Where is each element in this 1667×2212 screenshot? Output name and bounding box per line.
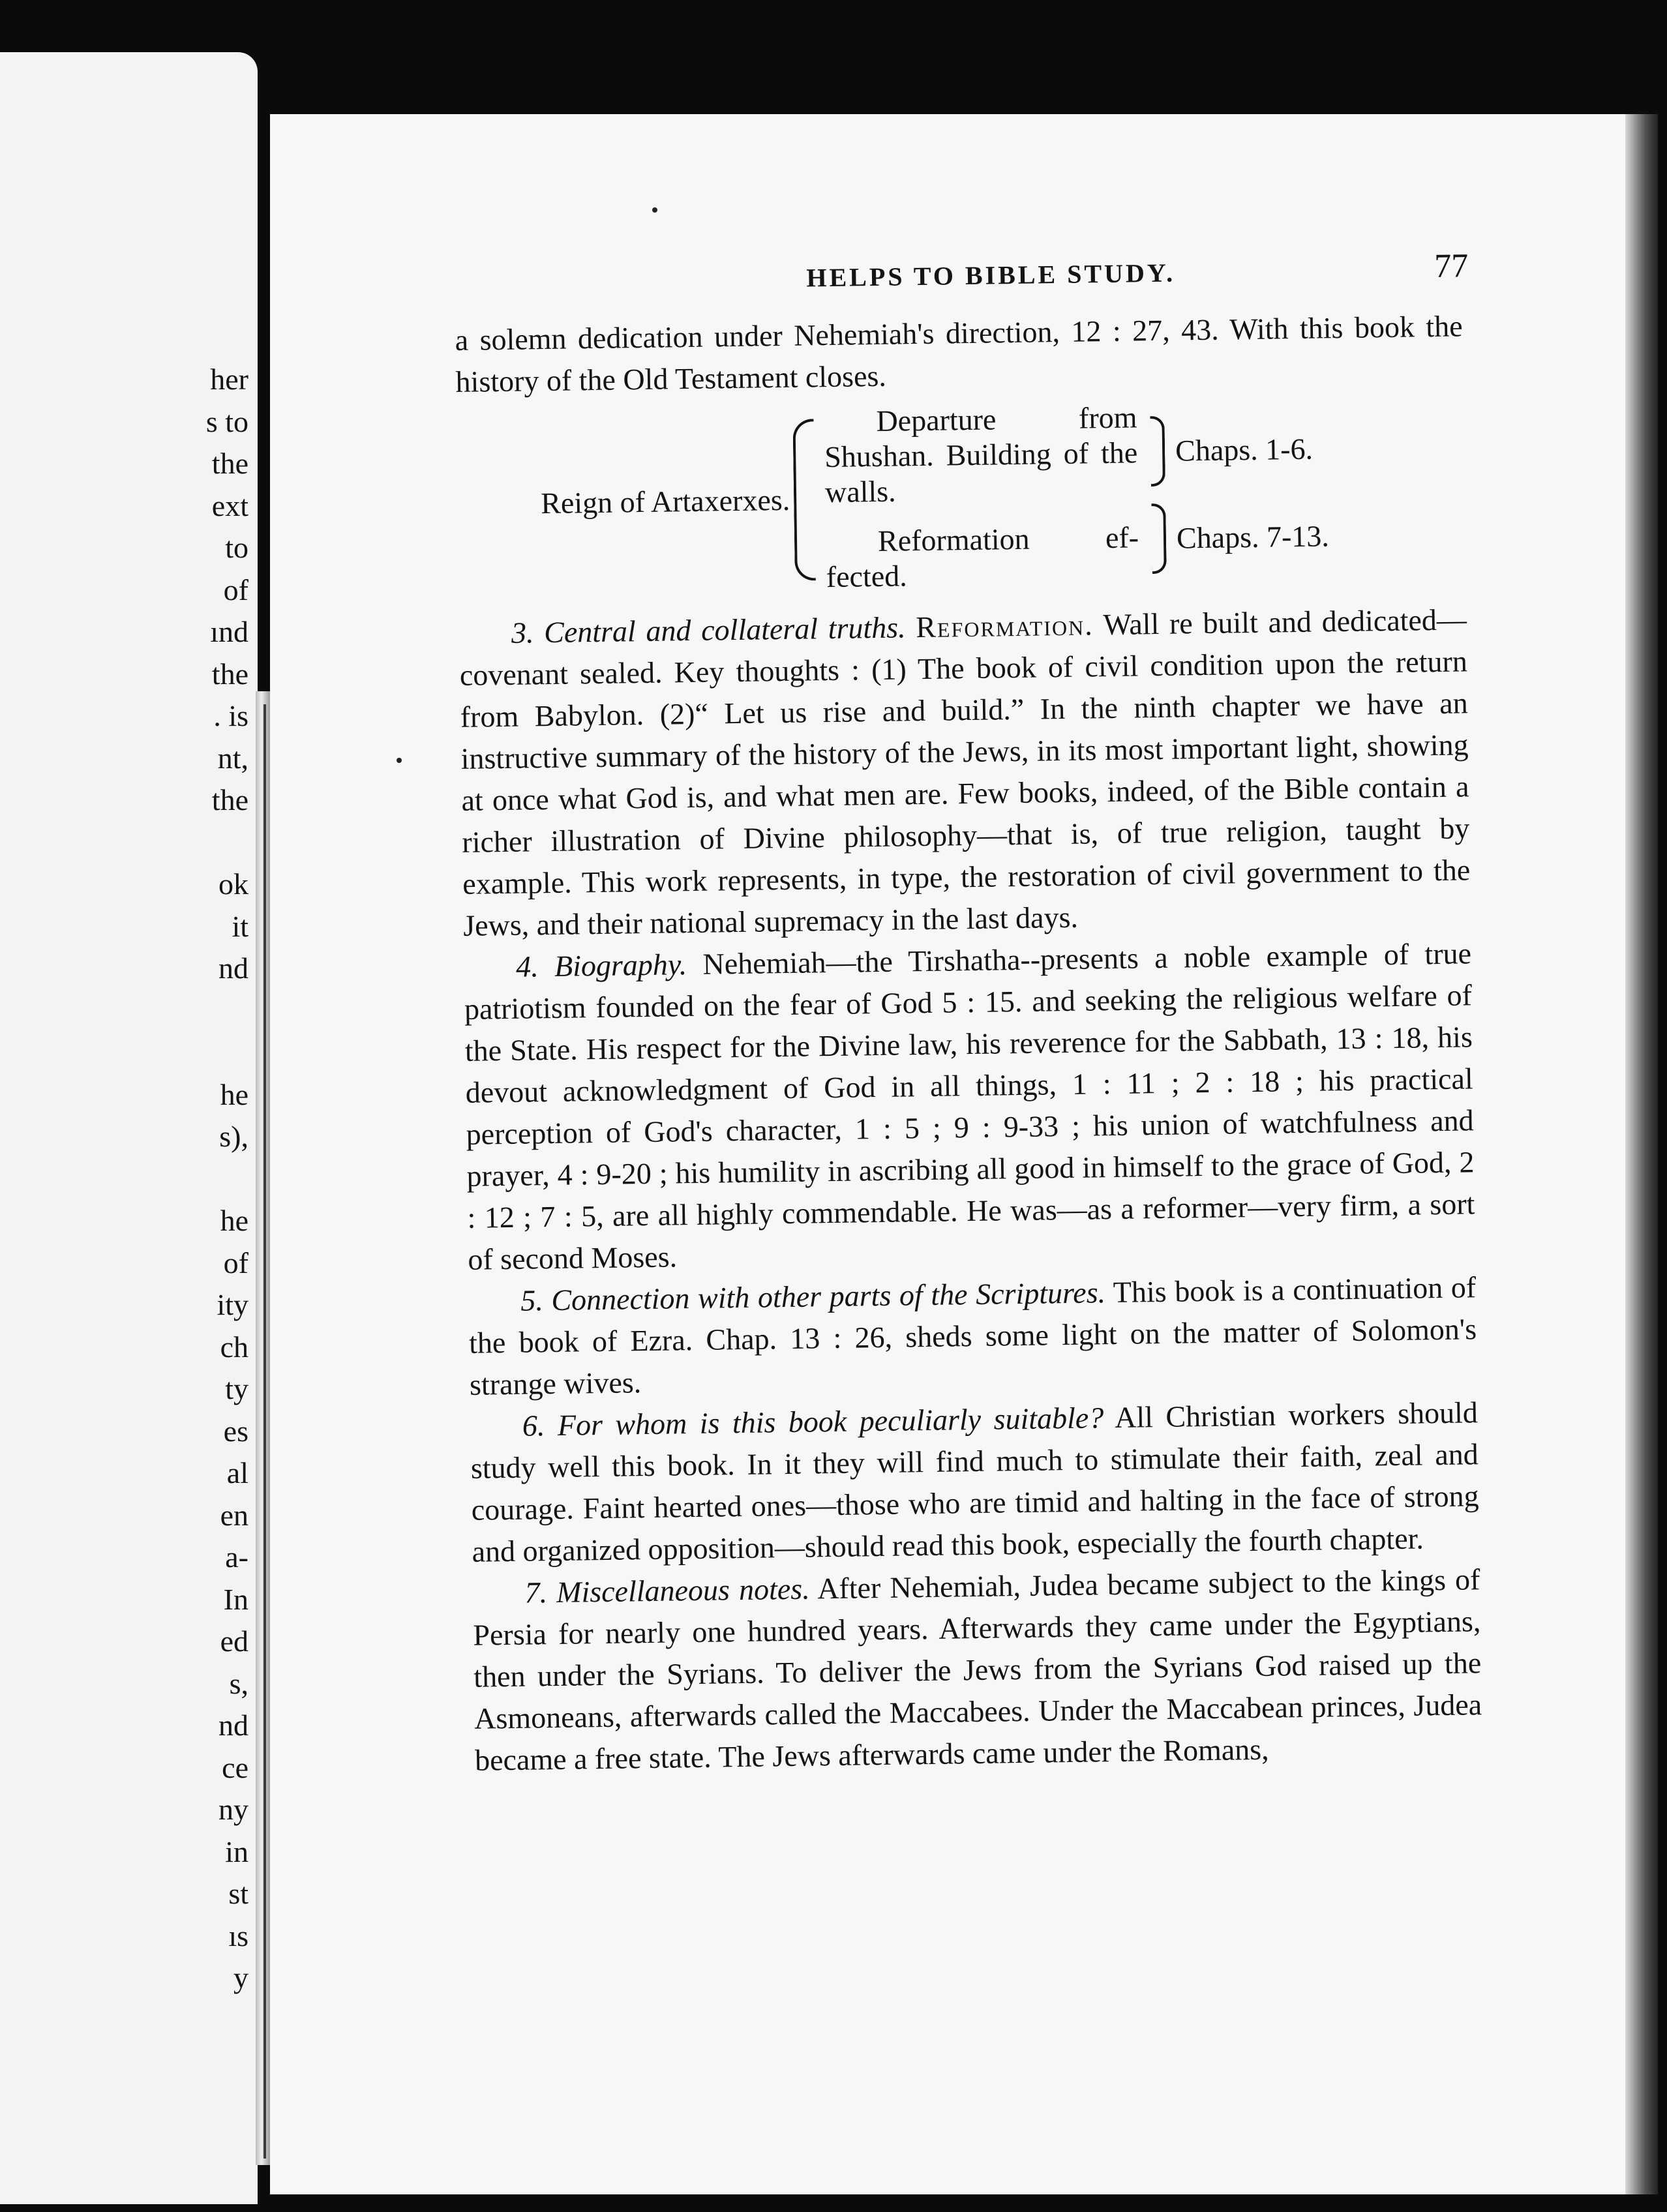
- left-fragment: In: [223, 1582, 248, 1616]
- page-text-block: [454, 247, 1482, 1781]
- left-fragment: st: [228, 1877, 248, 1910]
- section-heading: 3. Central and collateral truths.: [511, 610, 906, 650]
- outline-item-first-line: Departure from: [876, 400, 1137, 438]
- outline-ref-row: [1151, 501, 1329, 574]
- section-lead: Reformation.: [915, 608, 1094, 644]
- left-fragment: the: [211, 783, 248, 816]
- left-fragment: ext: [211, 488, 248, 522]
- outline-items: [824, 400, 1139, 595]
- section-body: All Christian workers should study well this book. In it they will find much to stimulate their faith, zeal and courage. Faint hearted ones—those who are timid and halting in the face of strong and organized opposition—should read this book, especially the fourth chapter.: [470, 1396, 1479, 1568]
- section-body: Wall re built and dedicated—covenant sealed. Key thoughts : (1) The book of civil condition upon the return from Babylon. (2)“ Let us rise and build.” In the ninth chapter we have an instructive summary of the history of the Jews, in its most important light, showing at once what God is, and what men are. Few books, indeed, of the Bible contain a richer illustration of Divine philosophy—that is, of true religion, taught by example. This work represents, in type, the restoration of civil government to the Jews, and their national supremacy in the last days.: [459, 603, 1471, 942]
- section-heading: 5. Connection with other parts of the Scriptures.: [520, 1276, 1106, 1317]
- left-fragment: the: [211, 657, 248, 691]
- opening-paragraph: a solemn dedication under Nehemiah's direction, 12 : 27, 43. With this book the history of the Old Testament closes.: [455, 309, 1463, 398]
- section-paragraph: [468, 1266, 1478, 1406]
- left-fragment: of: [223, 1246, 248, 1279]
- left-page: [0, 52, 258, 2204]
- left-fragment: ty: [225, 1372, 248, 1405]
- left-fragment: nd: [218, 951, 248, 985]
- left-fragment: a-: [225, 1540, 248, 1574]
- section-heading: 4. Biography.: [515, 948, 687, 983]
- outline-table: [482, 395, 1466, 599]
- section-body: After Nehemiah, Judea became subject to the kings of Persia for nearly one hundred years. Afterwards they came under the Egyptians, then under the Syrians. To deliver the Jews from the Syrians God raised up the Asmoneans, afterwards called the Maccabees. Under the Maccabean princes, Judea became a free state. The Jews afterwards came under the Romans,: [473, 1562, 1482, 1777]
- binding-thread: [263, 704, 266, 2159]
- left-fragment: [164, 822, 248, 864]
- left-fragment: her: [210, 363, 248, 396]
- outline-ref-row: [1150, 413, 1328, 486]
- section-heading: 7. Miscellaneous notes.: [524, 1572, 810, 1609]
- left-fragment: ok: [218, 867, 248, 901]
- section-paragraph: [464, 933, 1476, 1281]
- section-body: Nehemiah—the Tirshatha--presents a noble example of true patriotism founded on the fear of God 5 : 15. and seeking the religious welfare of the State. His respect for the Divine law, his reverence for the Sabbath, 13 : 18, his devout acknowledgment of God in all things, 1 : 11 ; 2 : 18 ; his practical perception of God's character, 1 : 5 ; 9 : 9-33 ; his union of watchfulness and prayer, 4 : 9-20 ; his humility in ascribing all good in himself to the grace of God, 2 : 12 ; 7 : 5, are all highly commendable. He was—as a reformer—very firm, a sort of second Moses.: [464, 936, 1475, 1276]
- left-fragment: al: [226, 1456, 248, 1489]
- left-fragment: s),: [219, 1120, 248, 1153]
- left-fragment: [164, 990, 248, 1032]
- left-fragment: y: [233, 1961, 248, 1994]
- left-fragment: [164, 1158, 248, 1201]
- left-fragment: he: [220, 1077, 248, 1111]
- left-fragment: s,: [229, 1666, 248, 1700]
- outline-item-rest: Shushan. Building of the walls.: [824, 436, 1138, 509]
- print-speck: [397, 758, 402, 763]
- left-fragment: nt,: [217, 741, 248, 775]
- left-fragment: s to: [205, 404, 248, 438]
- left-fragment: . is: [213, 699, 248, 732]
- left-fragment: ıs: [228, 1919, 248, 1952]
- page-number: 77: [1434, 247, 1469, 286]
- outline-item-first-line: Reformation ef-: [877, 520, 1139, 558]
- outline-item: [824, 400, 1138, 510]
- section-paragraph: [459, 599, 1471, 947]
- left-fragment: nd: [218, 1709, 248, 1742]
- left-fragment: ce: [222, 1750, 248, 1784]
- section-paragraph: [472, 1559, 1482, 1782]
- left-fragment: ity: [217, 1288, 248, 1321]
- section-paragraph: [470, 1392, 1480, 1573]
- outline-item: [826, 520, 1139, 595]
- right-brace: [1150, 416, 1165, 486]
- left-fragment: it: [232, 909, 248, 943]
- print-speck: [652, 207, 657, 213]
- chapter-ref: Chaps. 1-6.: [1175, 432, 1314, 468]
- left-fragment: ınd: [210, 615, 248, 648]
- left-fragment: ch: [220, 1330, 248, 1364]
- outline-item-rest: fected.: [826, 559, 908, 594]
- outline-refs: [1137, 413, 1329, 574]
- running-head: HELPS TO BIBLE STUDY.: [806, 258, 1176, 293]
- right-brace: [1151, 503, 1167, 574]
- left-fragment: to: [225, 531, 248, 564]
- left-fragment: [164, 1032, 248, 1074]
- left-fragment: in: [225, 1834, 248, 1868]
- left-page-text-fragments: [164, 359, 248, 1999]
- section-heading: 6. For whom is this book peculiarly suitable?: [522, 1401, 1104, 1442]
- book-gutter: [256, 691, 270, 2165]
- left-fragment: the: [211, 447, 248, 480]
- left-fragment: of: [223, 573, 248, 606]
- left-fragment: ny: [218, 1793, 248, 1826]
- left-brace: [792, 419, 815, 580]
- outline-label: Reign of Artaxerxes.: [540, 483, 790, 520]
- chapter-ref: Chaps. 7-13.: [1176, 519, 1330, 555]
- section-body: This book is a continuation of the book of Ezra. Chap. 13 : 26, sheds some light on the matter of Solomon's strange wives.: [468, 1270, 1477, 1401]
- page-edge-shadow: [1625, 114, 1658, 2194]
- left-fragment: es: [223, 1414, 248, 1448]
- left-fragment: he: [220, 1204, 248, 1237]
- left-fragment: ed: [220, 1624, 248, 1658]
- left-fragment: en: [220, 1498, 248, 1532]
